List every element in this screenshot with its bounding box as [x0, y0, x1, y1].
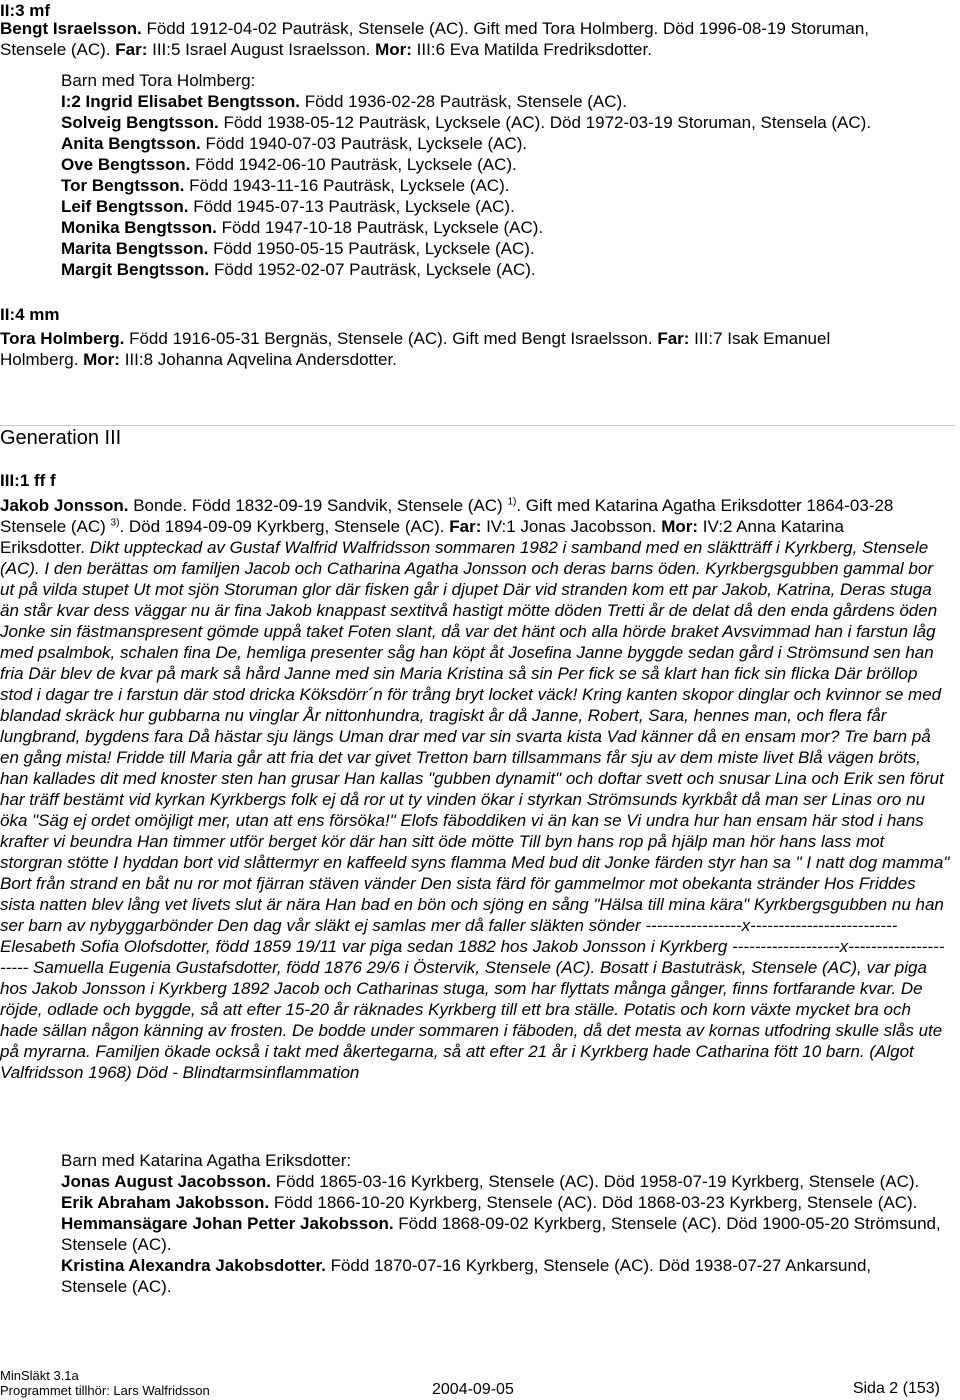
- entry-text: [0, 18, 950, 60]
- far-ref: III:5 Israel August Israelsson.: [147, 40, 376, 59]
- child-details: Född 1947-10-18 Pauträsk, Lycksele (AC).: [216, 218, 544, 237]
- child-item: [61, 259, 950, 280]
- child-item: [61, 154, 950, 175]
- person-name: Bengt Israelsson.: [0, 19, 142, 38]
- child-details: Född 1942-06-10 Pauträsk, Lycksele (AC).: [190, 155, 517, 174]
- child-name: Jonas August Jacobsson.: [61, 1172, 272, 1191]
- child-item: [61, 91, 950, 112]
- page-footer: [0, 1368, 960, 1398]
- children-heading: Barn med Tora Holmberg:: [61, 71, 256, 90]
- child-details: Född 1943-11-16 Pauträsk, Lycksele (AC).: [184, 176, 510, 195]
- child-name: Monika Bengtsson.: [61, 218, 217, 237]
- child-item: [61, 196, 950, 217]
- child-details: Född 1865-03-16 Kyrkberg, Stensele (AC). Död 1958-07-19 Kyrkberg, Stensele (AC).: [271, 1172, 920, 1191]
- entry-details: Holmberg.: [0, 350, 84, 369]
- program-name: MinSläkt 3.1a: [0, 1368, 79, 1383]
- child-name: Ove Bengtsson.: [61, 155, 191, 174]
- far-label: Far:: [657, 329, 690, 348]
- child-details: Född 1950-05-15 Pauträsk, Lycksele (AC).: [208, 239, 535, 258]
- family-story: Dikt uppteckad av Gustaf Walfrid Walfridsson sommaren 1982 i samband med en släktträff i Kyrkberg, Stensele (AC). I den berättas om familjen Jacob och Catharina Agatha Jonsson och deras barns öden. Kyrkbergsgubben gammal bor ut på vilda stupet Ut mot sjön Storuman glor där fisken går i djupet Där vid stranden kom ett par Jakob, Katrina, Deras stuga än står kvar dess väggar nu är fina Jakob knappast sextitvå hastigt mötte döden Tretti år de delat då den enda gårdens öden Jonke sin fästmanspresent gömde uppå taket Foten slant, då var det hänt och alla hörde braket Avsvimmad han i farstun låg med psalmbok, schalen fina De, hemliga presenter såg han köpt åt Josefina Janne byggde sedan gård i Strömsund sen han fria Där blev de kvar på mark så hård Janne med sin Maria Kristina så sin Per fick se så klart han fick sin flicka Där bröllop stod i dagar tre i farstun där stod dricka Köksdörr´n för trång bryt locket väck! Kring kanten skopor dinglar och kvinnor se med blandad skräck hur gubbarna nu vinglar År nittonhundra, tragiskt år då Janne, Robert, Sara, hennes man, och flera får lungbrand, bygdens fara Då hästar sju längs Uman drar med var sin svarta kista Vad känner då en ensam mor? Tre barn på en gång mista! Fridde till Maria går att fria det var givet Tretton barn tillsammans får sju av dem miste livet Blå vägen bröts, han kallades dit med knoster sten han grusar Han kallas "gubben dynamit" och doftar svett och snusar Lina och Erik sen förut har träff bestämt vid kyrkan Kyrkbergs folk ej då ror ut ty vinden ökar i styrkan Strömsunds kyrkbåt då man ser Linas oro nu öka "Säg ej ordet omöjligt mer, utan att ens försöka!" Elofs fäboddiken vi än kan se Vi undra hur han ensam här stod i hans krafter vi beundra Han timmer utför berget kör där han sitt öde mötte Till byn hans rop på hjälp man hör hans lass mot storgran stötte I hyddan bort vid slåttermyr en kaffeeld syns flamma Med bud dit Jonke färden styr han sa " I natt dog mamma" Bort från strand en båt nu ror mot fjärran stäven vänder Den sista färd för gammelmor mot obekanta stränder Hos Friddes sista natten blev lång vet livets slut är nära Han bad en bön och sjöng en sång "Hälsa till mina kära" Kyrkbergsgubben nu han ser barn av nybyggarbönder Den dag vår släkt ej samlas mer då faller släkten sönder -----------------x-------------------------- Elesabeth Sofia Olofsdotter, född 1859 19/11 var piga sedan 1882 hos Jakob Jonsson i Kyrkberg -------------------x---------------------- Samuella Eugenia Gustafsdotter, född 1876 29/6 i Östervik, Stensele (AC). Bosatt i Bastuträsk, Stensele (AC), var piga hos Jakob Jonsson i Kyrkberg 1892 Jacob och Catharinas stuga, som har flyttats många gånger, finns fortfarande kvar. De röjde, odlade och byggde, så att efter 15-20 år räknades Kyrkberg till ett bra ställe. Potatis och korn växte mycket bra och hade sällan någon känning av frosten. De bodde under sommaren i fäboden, då det mesta av kornas utfodring skulle slås ute på myrarna. Familjen ökade också i takt med åkertegarna, så att efter 21 år i Kyrkberg hade Catharina fött 10 barn. (Algot Valfridsson 1968) Död - Blindtarmsinflammation: [0, 538, 950, 1082]
- child-name: I:2 Ingrid Elisabet Bengtsson.: [61, 92, 300, 111]
- entry-text: [0, 495, 950, 1083]
- child-details: Född 1940-07-03 Pauträsk, Lycksele (AC).: [200, 134, 528, 153]
- entry-details: . Gift med Katarina Agatha Eriksdotter 1864-03-28: [516, 496, 894, 515]
- entry-ii-3: [0, 0, 950, 280]
- print-date: 2004-09-05: [432, 1381, 514, 1398]
- child-details: Född 1952-02-07 Pauträsk, Lycksele (AC).: [209, 260, 536, 279]
- child-details: Född 1868-09-02 Kyrkberg, Stensele (AC). Död 1900-05-20 Strömsund, Stensele (AC).: [61, 1214, 941, 1254]
- source-ref: 3): [110, 517, 120, 529]
- child-name: Anita Bengtsson.: [61, 134, 201, 153]
- child-item: [61, 217, 950, 238]
- mor-label: Mor:: [661, 517, 699, 536]
- entry-details: Stensele (AC): [0, 517, 111, 536]
- child-details: Född 1866-10-20 Kyrkberg, Stensele (AC). Död 1868-03-23 Kyrkberg, Stensele (AC).: [269, 1193, 918, 1212]
- entry-id: III:1 ff f: [0, 471, 56, 490]
- child-name: Erik Abraham Jakobsson.: [61, 1193, 270, 1212]
- child-details: Född 1945-07-13 Pauträsk, Lycksele (AC).: [188, 197, 515, 216]
- mor-label: Mor:: [375, 40, 412, 59]
- child-name: Hemmansägare Johan Petter Jakobsson.: [61, 1214, 394, 1233]
- child-name: Margit Bengtsson.: [61, 260, 210, 279]
- entry-id: II:3 mf: [0, 1, 51, 20]
- section-divider: [0, 425, 955, 426]
- far-label: Far:: [115, 40, 148, 59]
- mor-ref: III:6 Eva Matilda Fredriksdotter.: [411, 40, 652, 59]
- child-item: [61, 133, 950, 154]
- person-name: Jakob Jonsson.: [0, 496, 129, 515]
- source-ref: 1): [507, 496, 517, 508]
- entry-details: Eriksdotter.: [0, 538, 90, 557]
- entry-details: . Död 1894-09-09 Kyrkberg, Stensele (AC).: [119, 517, 450, 536]
- mor-ref: III:8 Johanna Aqvelina Andersdotter.: [119, 350, 397, 369]
- far-ref: IV:1 Jonas Jacobsson.: [481, 517, 662, 536]
- children-heading: Barn med Katarina Agatha Eriksdotter:: [61, 1151, 352, 1170]
- far-ref: III:7 Isak Emanuel: [689, 329, 831, 348]
- child-item: [61, 1192, 941, 1213]
- mor-label: Mor:: [83, 350, 120, 369]
- children-list: [0, 1150, 941, 1297]
- entry-iii-1: [0, 470, 950, 1297]
- mor-ref: IV:2 Anna Katarina: [698, 517, 844, 536]
- entry-id: II:4 mm: [0, 305, 60, 324]
- children-list: [0, 70, 950, 280]
- entry-ii-4: [0, 304, 950, 370]
- entry-details: Stensele (AC).: [0, 40, 116, 59]
- child-name: Leif Bengtsson.: [61, 197, 189, 216]
- child-name: Solveig Bengtsson.: [61, 113, 219, 132]
- person-name: Tora Holmberg.: [0, 329, 125, 348]
- entry-details: Född 1912-04-02 Pauträsk, Stensele (AC). Gift med Tora Holmberg. Död 1996-08-19 Storuman,: [141, 19, 869, 38]
- child-details: Född 1938-05-12 Pauträsk, Lycksele (AC). Död 1972-03-19 Storuman, Stensela (AC).: [218, 113, 872, 132]
- child-details: Född 1870-07-16 Kyrkberg, Stensele (AC). Död 1938-07-27 Ankarsund, Stensele (AC).: [61, 1256, 872, 1296]
- child-name: Tor Bengtsson.: [61, 176, 185, 195]
- child-item: [61, 238, 950, 259]
- entry-details: Född 1916-05-31 Bergnäs, Stensele (AC). Gift med Bengt Israelsson.: [124, 329, 658, 348]
- child-name: Marita Bengtsson.: [61, 239, 209, 258]
- program-owner: Programmet tillhör: Lars Walfridsson: [0, 1383, 210, 1398]
- child-item: [61, 1255, 941, 1297]
- child-item: [61, 1171, 941, 1192]
- child-item: [61, 1213, 941, 1255]
- child-name: Kristina Alexandra Jakobsdotter.: [61, 1256, 326, 1275]
- child-details: Född 1936-02-28 Pauträsk, Stensele (AC).: [299, 92, 627, 111]
- generation-heading: Generation III: [0, 427, 122, 449]
- page-number: Sida 2 (153): [852, 1380, 940, 1397]
- entry-details: Bonde. Född 1832-09-19 Sandvik, Stensele (AC): [128, 496, 508, 515]
- entry-text: [0, 328, 950, 370]
- child-item: [61, 112, 950, 133]
- child-item: [61, 175, 950, 196]
- far-label: Far:: [449, 517, 482, 536]
